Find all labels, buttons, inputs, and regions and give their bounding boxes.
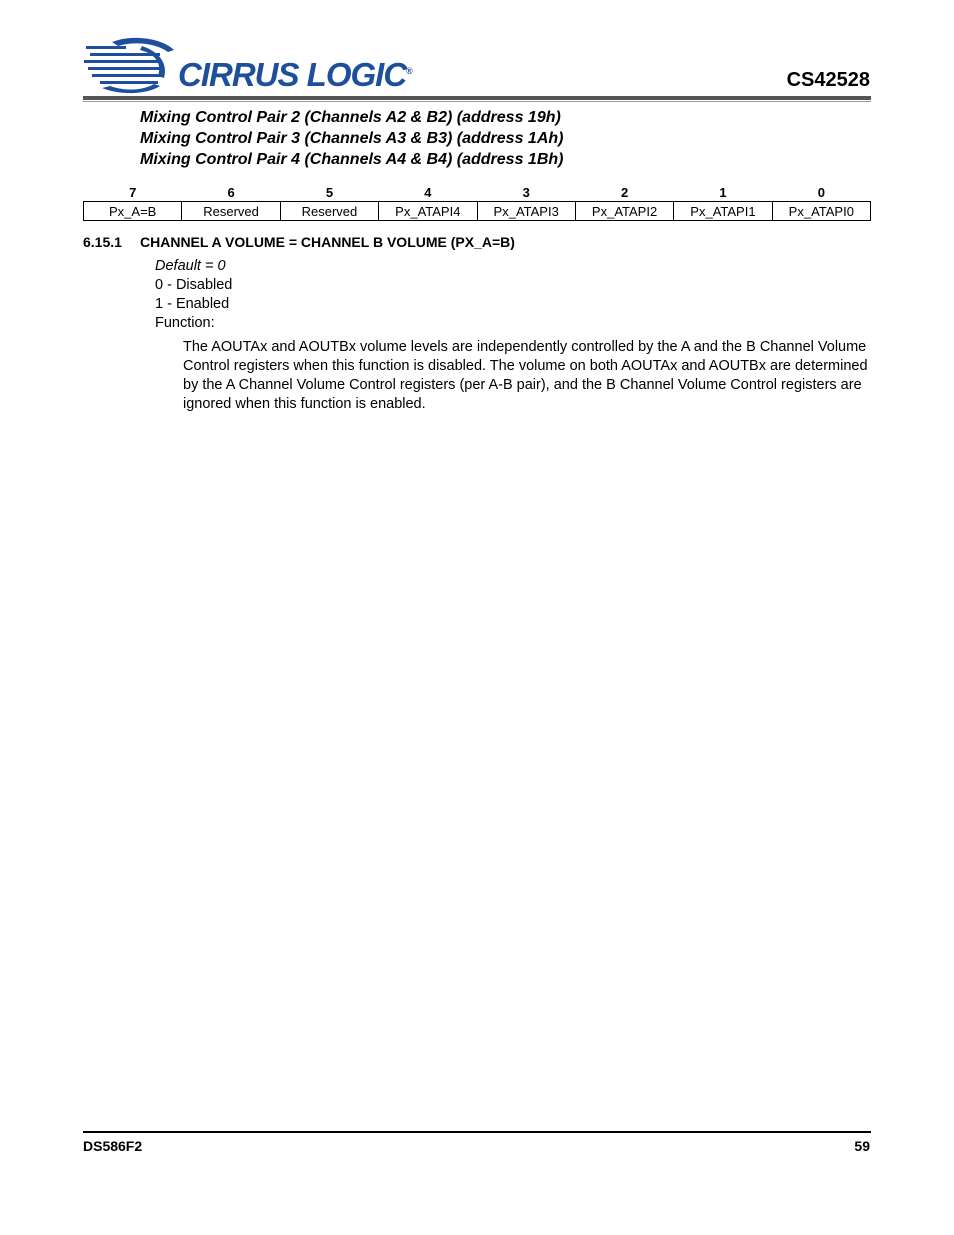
option-disabled: 0 - Disabled bbox=[155, 277, 233, 293]
bit-number: 1 bbox=[719, 184, 727, 200]
register-title: Mixing Control Pair 4 (Channels A4 & B4) (address 1Bh) bbox=[140, 151, 564, 168]
function-label: Function: bbox=[155, 315, 215, 331]
footer-page-number: 59 bbox=[854, 1138, 870, 1154]
footer-doc-number: DS586F2 bbox=[83, 1138, 143, 1154]
register-title: Mixing Control Pair 2 (Channels A2 & B2) (address 19h) bbox=[140, 109, 561, 126]
section-heading bbox=[83, 234, 515, 250]
logo-wordmark: CIRRUS LOGIC® bbox=[178, 56, 412, 93]
bit-number: 6 bbox=[227, 184, 235, 200]
header-rule-thin bbox=[83, 101, 871, 102]
cirrus-logic-logo bbox=[82, 36, 412, 98]
doc-part-number: CS42528 bbox=[786, 69, 870, 91]
default-value: Default = 0 bbox=[155, 258, 226, 274]
register-titles bbox=[140, 107, 563, 170]
option-enabled: 1 - Enabled bbox=[155, 296, 230, 312]
bit-name-cell: Reserved bbox=[280, 202, 378, 221]
bit-number-row bbox=[84, 183, 871, 202]
bit-number: 7 bbox=[129, 184, 137, 200]
footer-rule bbox=[83, 1131, 871, 1133]
header-rule bbox=[83, 96, 871, 100]
bit-name-cell: Px_ATAPI4 bbox=[379, 202, 477, 221]
function-description: The AOUTAx and AOUTBx volume levels are independently controlled by the A and the B Channel Volume Control registers when this function is disabled. The volume on both AOUTAx and AOUTBx are determined by the A Channel Volume Control registers (per A-B pair), and the B Channel Volume Control registers are ignored when this function is enabled. bbox=[183, 339, 868, 412]
bit-number: 3 bbox=[522, 184, 530, 200]
bit-name-cell: Px_A=B bbox=[84, 202, 182, 221]
bit-name-cell: Px_ATAPI2 bbox=[575, 202, 673, 221]
register-title: Mixing Control Pair 3 (Channels A3 & B3) (address 1Ah) bbox=[140, 130, 564, 147]
section-title: CHANNEL A VOLUME = CHANNEL B VOLUME (PX_A=B) bbox=[140, 234, 515, 250]
field-info bbox=[155, 257, 232, 333]
section-number: 6.15.1 bbox=[83, 234, 122, 250]
register-bit-table bbox=[83, 183, 871, 221]
bit-number: 4 bbox=[424, 184, 432, 200]
bit-name-cell: Px_ATAPI1 bbox=[674, 202, 772, 221]
bit-name-cell: Reserved bbox=[182, 202, 280, 221]
bit-number: 5 bbox=[325, 184, 334, 200]
bit-name-cell: Px_ATAPI0 bbox=[772, 202, 870, 221]
bit-number: 0 bbox=[817, 184, 825, 200]
bit-name-cell: Px_ATAPI3 bbox=[477, 202, 575, 221]
logo-globe-icon bbox=[82, 36, 182, 96]
bit-name-row bbox=[84, 202, 871, 221]
bit-number: 2 bbox=[620, 184, 629, 200]
